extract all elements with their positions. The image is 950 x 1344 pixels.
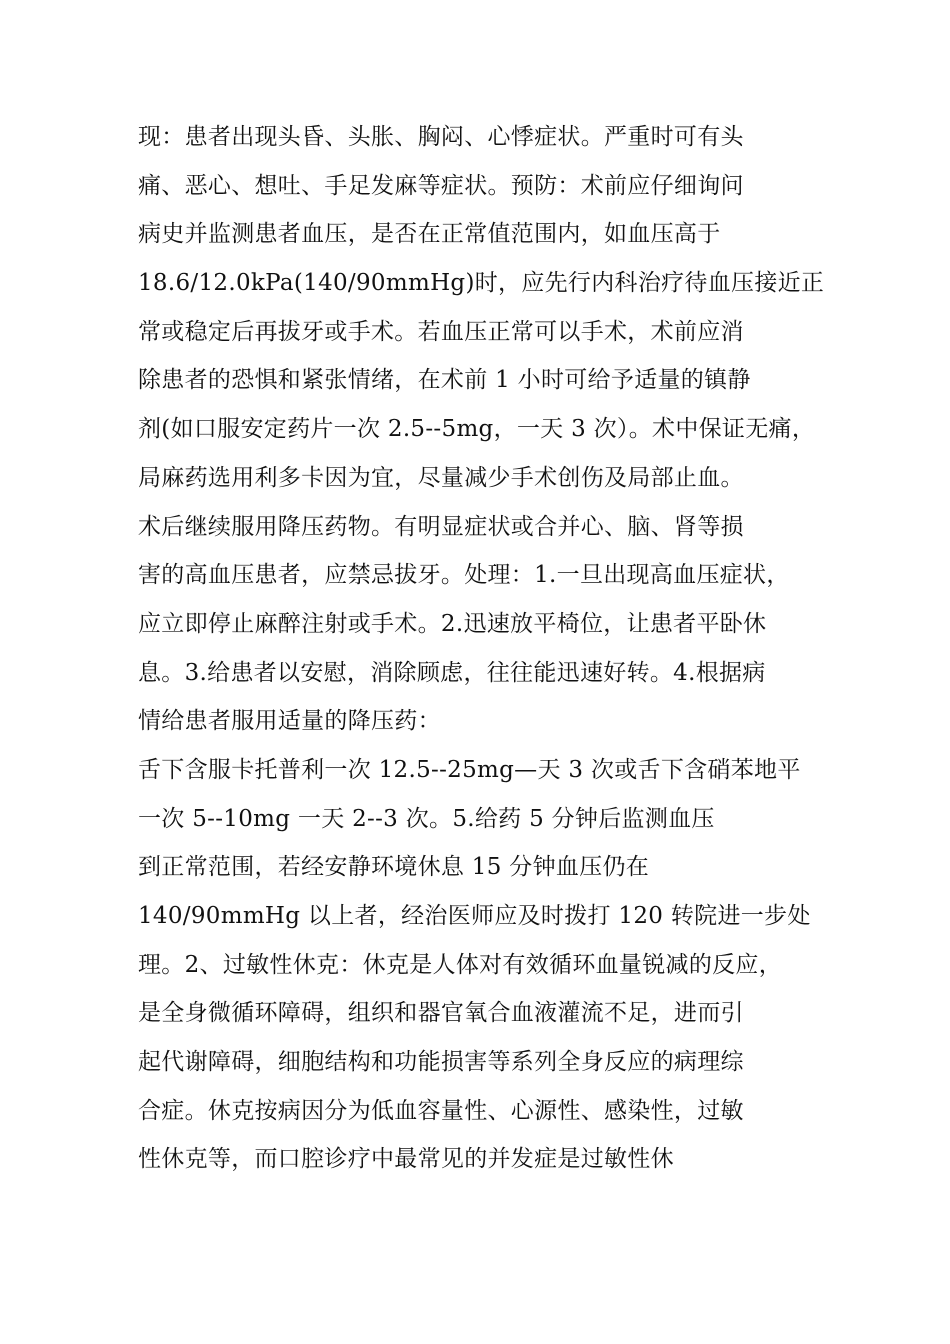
text-line: 局麻药选用利多卡因为宜，尽量减少手术创伤及局部止血。 xyxy=(138,464,744,491)
text-line: 常或稳定后再拔牙或手术。若血压正常可以手术，术前应消 xyxy=(138,318,744,345)
text-line: 18.6/12.0kPa(140/90mmHg)时，应先行内科治疗待血压接近正 xyxy=(138,270,825,297)
text-line: 害的高血压患者，应禁忌拔牙。处理：1.一旦出现高血压症状， xyxy=(138,562,790,589)
text-line: 除患者的恐惧和紧张情绪，在术前 1 小时可给予适量的镇静 xyxy=(138,367,751,394)
text-line: 理。2、过敏性休克：休克是人体对有效循环血量锐减的反应， xyxy=(138,951,783,978)
text-line: 合症。休克按病因分为低血容量性、心源性、感染性，过敏 xyxy=(138,1097,744,1124)
body-text xyxy=(138,113,858,1184)
text-line: 情给患者服用适量的降压药： xyxy=(138,708,441,735)
text-line: 应立即停止麻醉注射或手术。2.迅速放平椅位，让患者平卧休 xyxy=(138,610,767,637)
text-line: 140/90mmHg 以上者，经治医师应及时拨打 120 转院进一步处 xyxy=(138,903,811,929)
text-line: 起代谢障碍，细胞结构和功能损害等系列全身反应的病理综 xyxy=(138,1049,744,1076)
text-line: 现：患者出现头昏、头胀、胸闷、心悸症状。严重时可有头 xyxy=(138,124,744,150)
text-line: 息。3.给患者以安慰，消除顾虑，往往能迅速好转。4.根据病 xyxy=(138,659,766,686)
text-line: 痛、恶心、想吐、手足发麻等症状。预防：术前应仔细询问 xyxy=(138,172,744,199)
text-line: 性休克等，而口腔诊疗中最常见的并发症是过敏性休 xyxy=(138,1146,674,1173)
text-line: 舌下含服卡托普利一次 12.5--25mg—天 3 次或舌下含硝苯地平 xyxy=(138,756,801,783)
text-line: 剂(如口服安定药片一次 2.5--5mg，一天 3 次）。术中保证无痛， xyxy=(138,416,816,443)
text-line: 病史并监测患者血压，是否在正常值范围内，如血压高于 xyxy=(138,221,721,248)
text-line: 一次 5--10mg 一天 2--3 次。5.给药 5 分钟后监测血压 xyxy=(138,805,715,832)
text-line: 是全身微循环障碍，组织和器官氧合血液灌流不足，进而引 xyxy=(138,1000,744,1027)
text-line: 术后继续服用降压药物。有明显症状或合并心、脑、肾等损 xyxy=(138,513,744,540)
text-line: 到正常范围，若经安静环境休息 15 分钟血压仍在 xyxy=(138,854,650,881)
